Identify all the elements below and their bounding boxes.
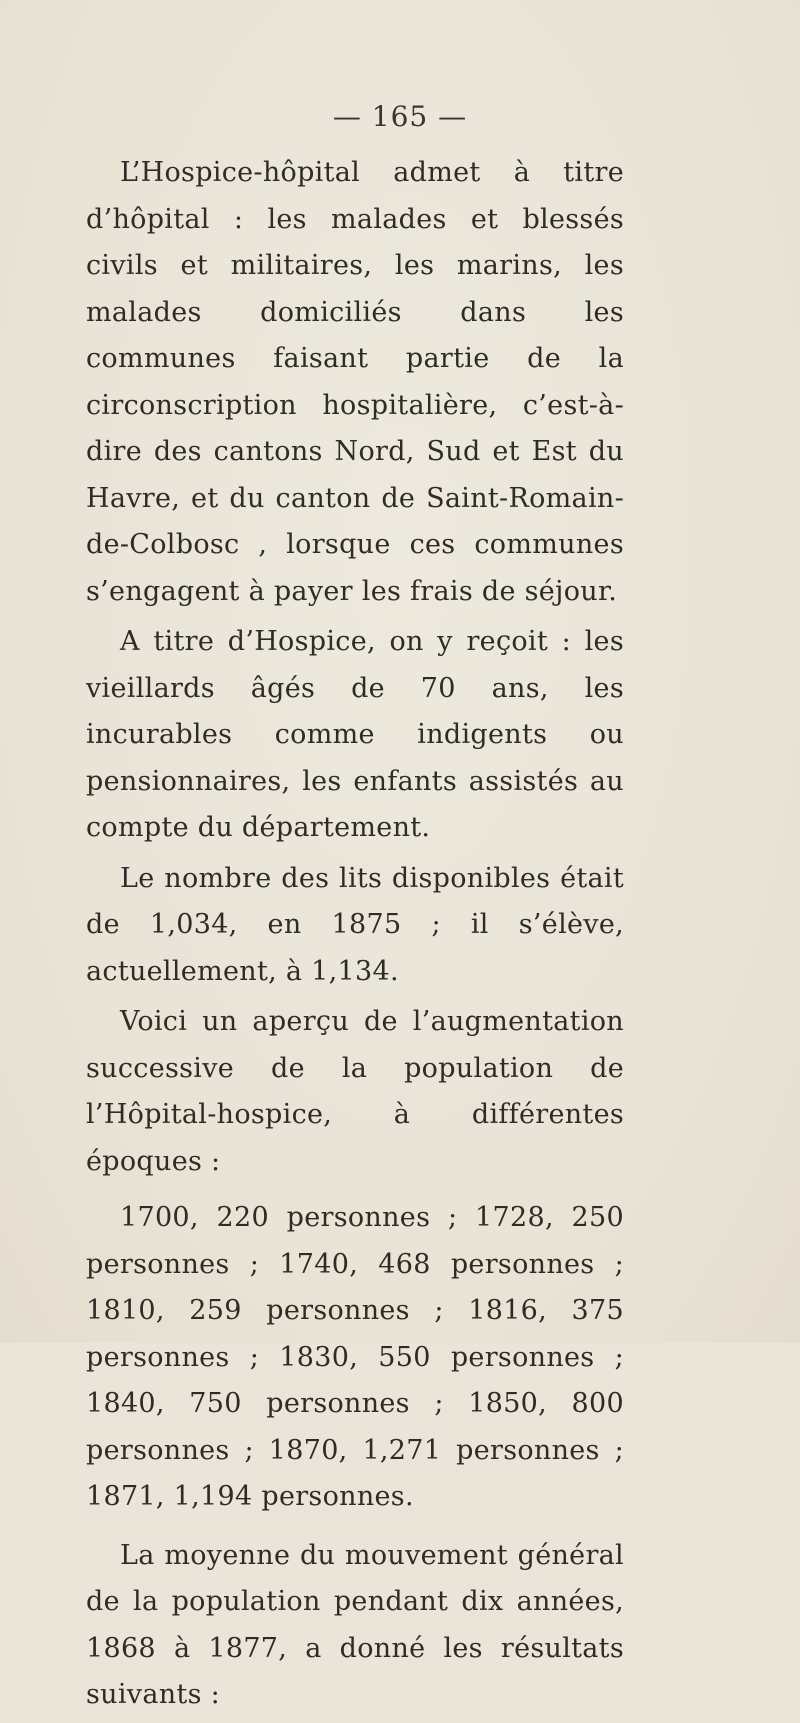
paragraph-admission-hopital: L’Hospice-hôpital admet à titre d’hôpital : les malades et blessés civils et militaires, les marins, les malades domiciliés dans les communes faisant partie de la circonscription hospitalière, c’est-à-dire des cantons Nord, Sud et Est du Havre, et du canton de Saint-Romain-de-Colbosc , lorsque ces communes s’engagent à payer les frais de séjour.	[86, 157, 624, 607]
paragraph-augmentation-intro: Voici un aperçu de l’augmentation successive de la population de l’Hôpital-hospice, à différentes époques :	[86, 1006, 624, 1177]
paragraph-population-list: 1700, 220 personnes ; 1728, 250 personnes ; 1740, 468 personnes ; 1810, 259 personnes ; 1816, 375 personnes ; 1830, 550 personnes ; 1840, 750 personnes ; 1850, 800 personnes ; 1870, 1,271 personnes ; 1871, 1,194 personnes.	[86, 1202, 624, 1512]
body-text	[86, 150, 624, 1723]
page-number: — 165 —	[332, 100, 468, 133]
paragraph-admission-hospice: A titre d’Hospice, on y reçoit : les vieillards âgés de 70 ans, les incurables comme indigents ou pensionnaires, les enfants assistés au compte du département.	[86, 626, 624, 843]
paragraph-nombre-lits: Le nombre des lits disponibles était de 1,034, en 1875 ; il s’élève, actuellement, à 1,134.	[86, 862, 624, 987]
paragraph-moyenne-mouvement: La moyenne du mouvement général de la population pendant dix années, 1868 à 1877, a donné les résultats suivants :	[86, 1539, 624, 1710]
